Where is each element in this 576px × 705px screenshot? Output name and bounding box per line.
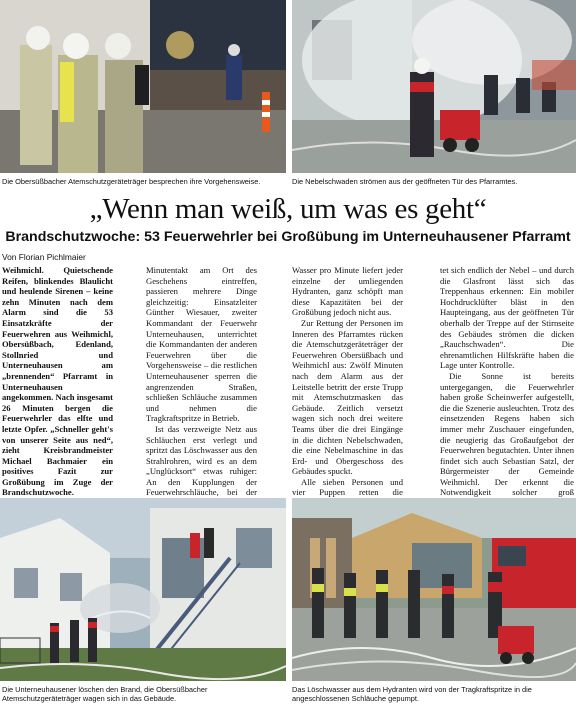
article-author: Von Florian Pichlmaier — [2, 252, 86, 262]
article-column-4 — [440, 265, 574, 530]
article-subheadline: Brandschutzwoche: 53 Feuerwehrler bei Großübung im Unterneuhausener Pfarramt — [5, 229, 571, 245]
caption-top-right: Die Nebelschwaden strömen aus der geöffneten Tür des Pfarramtes. — [292, 177, 518, 186]
article-paragraph: Wasser pro Minute liefert jeder einzelne der umliegenden Hydranten, ganz schöpft man diese Kapazitäten bei der Großübung jedoch nicht aus. — [292, 265, 403, 318]
caption-bottom-right: Das Löschwasser aus dem Hydranten wird von der Tragkraftspritze in die angeschlossenen Schläuche gepumpt. — [292, 685, 532, 703]
rectory-fog-image — [292, 0, 576, 173]
photo-top-right — [292, 0, 576, 173]
caption-top-left: Die Obersüßbacher Atemschutzgeräteträger besprechen ihre Vorgehensweise. — [2, 177, 261, 186]
caption-bottom-left: Die Unterneuhausener löschen den Brand, die Obersüßbacher Atemschutzgeräteträger wagen sich in das Gebäude. — [2, 685, 208, 703]
article-paragraph: Die Sonne ist bereits untergegangen, die Feuerwehrler haben große Scheinwerfer aufgestellt, die die Szenerie ausleuchten. Trotz des einsetzenden Regens haben sich immer mehr Zuschauer eingefunden, die neugierig das Großaufgebot der Feuerwehren begutachten. Unter ihnen findet sich auch Sebastian Satzl, der Bürgermeister der Gemeinde Weihmichl. Der erkennt die Notwendigkeit solcher groß — [440, 370, 574, 498]
article-paragraph: Alle sieben Personen und vier Puppen retten die — [292, 476, 403, 498]
article-headline: „Wenn man weiß, um was es geht“ — [89, 193, 487, 225]
article-paragraph: Minutentakt am Ort des Geschehens eintreffen, passieren mehrere Dinge gleichzeitig: Einsatzleiter Günther Wiesauer, zweiter Kommandant der Feuerwehr Unterneuhausen, unterrichtet die Kommandanten der anderen Feuerwehren über die Vorgehensweise – die restlichen Unterneuhausener sperren die angrenzenden Straßen, schließen Schläuche zusammen und nehmen die Tragkraftspritze in Betrieb. — [146, 265, 257, 424]
article-paragraph: Ist das verzweigte Netz aus Schläuchen erst verlegt und spritzt das Löschwasser aus den Strahlrohren, wird es an dem „Unglücksort“ etwas ruhiger: An den Kupplungen der Feuerwehrschläuche, bei der — [146, 423, 257, 498]
photo-top-left — [0, 0, 286, 173]
photo-bottom-left — [0, 498, 286, 681]
photo-bottom-right — [292, 498, 576, 681]
building-extinguishing-image — [0, 498, 286, 681]
article-lead-paragraph: Weihmichl. Quietschende Reifen, blinkendes Blaulicht und heulende Sirenen – keine zehn Minuten nach dem Alarm sind die 53 Einsatzkräfte der Feuerwehren aus Weihmichl, Obersüßbach, Edenland, Stollnried und Unterneuhausen am „brennenden“ Pfarramt in Unterneuhausen angekommen. Nach insgesamt 26 Minuten bergen die Feuerwehrler das elfte und letzte Opfer. „Schneller geht's von unserer Seite aus ned“, zieht Kreisbrandmeister Michael Bachmaier ein positives Fazit zur Großübung im Zuge der Brandschutzwoche. — [2, 265, 114, 498]
fire-pump-image — [292, 498, 576, 681]
article-paragraph: tet sich endlich der Nebel – und durch die Glasfront lässt sich das Treppenhaus erkennen: Ein mobiler Hochdrucklüfter bläst in den Haupteingang, aus der geöffneten Tür oberhalb der Treppe auf der Stirnseite des Gebäudes strömen die dicken „Rauchschwaden“. Die ehrenamtlichen Hilfskräfte haben die Lage unter Kontrolle. — [440, 265, 574, 371]
firefighters-briefing-image — [0, 0, 286, 173]
article-paragraph: Zur Rettung der Personen im Inneren des Pfarramtes rücken die Atemschutzgeräteträger der Feuerwehren Obersüßbach und Weihmichl aus: Zwölf Minuten nach dem Alarm aus der Leitstelle betritt der erste Trupp mit Atemschutzmasken das Gebäude. Zeitlich versetzt wagen sich noch drei weitere Teams über die drei Eingänge in die dichten Nebelschwaden, die eine Nebelmaschine in das Erd- und Obergeschoss des Gebäudes spuckt. — [292, 317, 403, 477]
